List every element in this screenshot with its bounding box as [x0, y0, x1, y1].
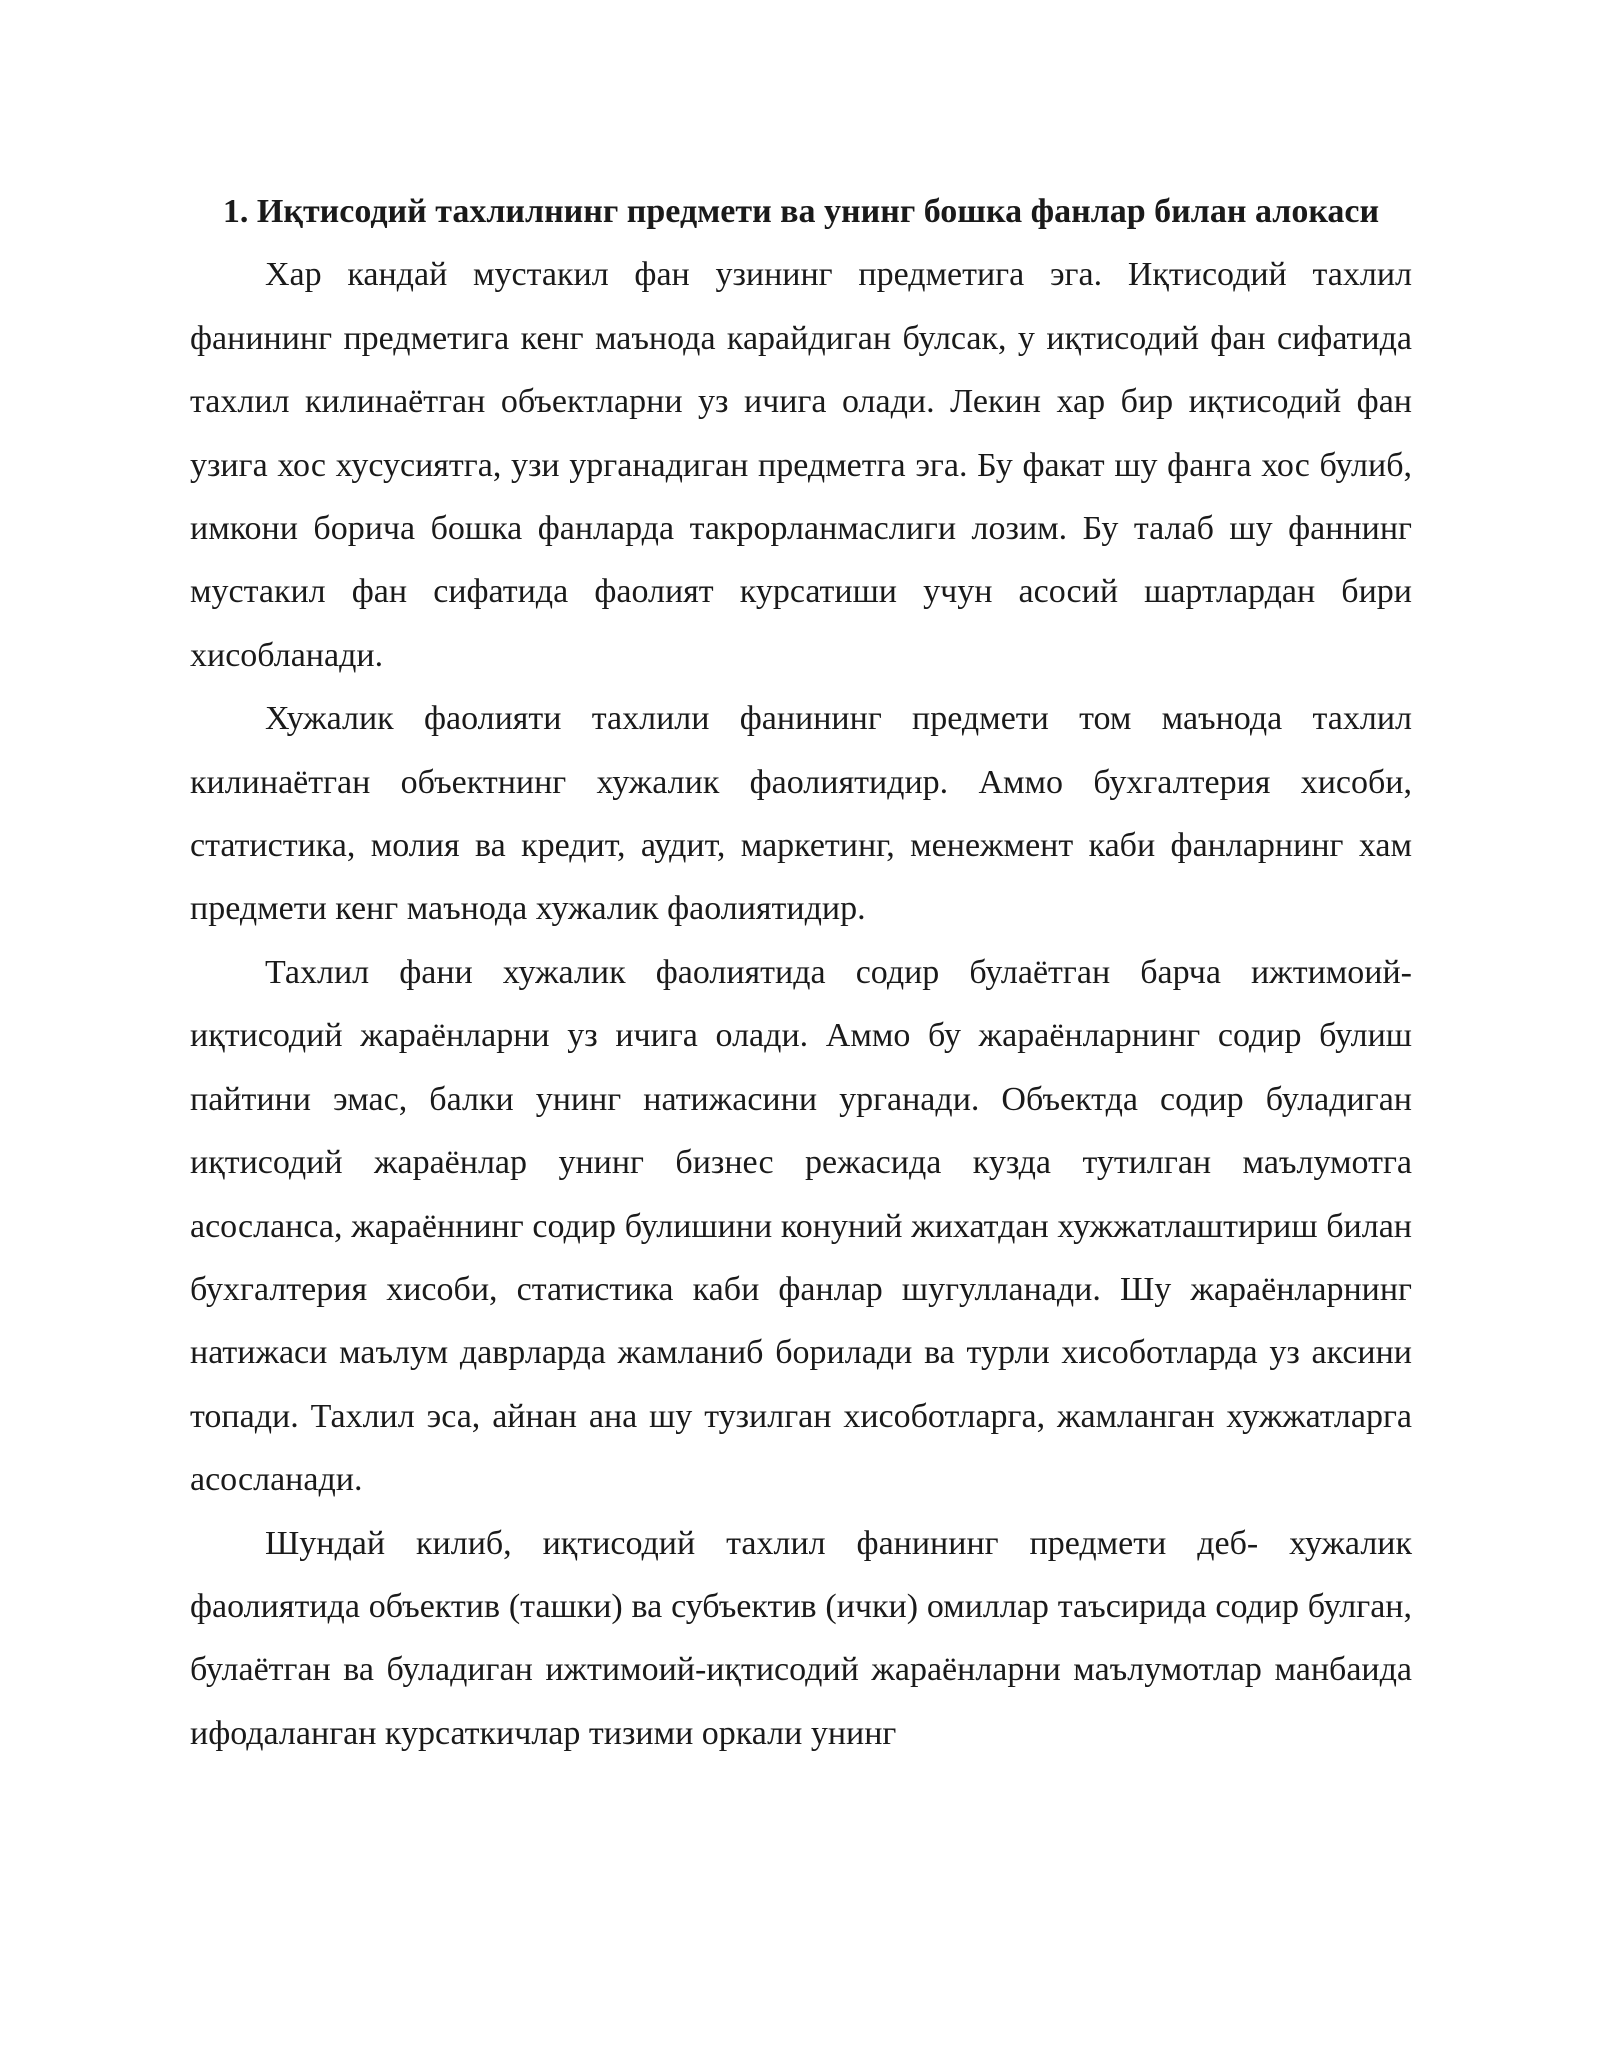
paragraph-3: Тахлил фани хужалик фаолиятида содир булаётган барча ижтимоий-иқтисодий жараёнларни уз ичига олади. Аммо бу жараёнларнинг содир булиш пайтини эмас, балки унинг натижасини урганади. Объектда содир буладиган иқтисодий жараёнлар унинг бизнес режасида кузда тутилган маълумотга асосланса, жараённинг содир булишини конуний жихатдан хужжатлаштириш билан бухгалтерия хисоби, статистика каби фанлар шугулланади. Шу жараёнларнинг натижаси маълум даврларда жамланиб борилади ва турли хисоботларда уз аксини топади. Тахлил эса, айнан ана шу тузилган хисоботларга, жамланган хужжатларга асосланади.	[190, 953, 1412, 1499]
document-body	[190, 180, 1412, 1765]
paragraph-1: Хар кандай мустакил фан узининг предметига эга. Иқтисодий тахлил фанининг предметига кенг маънода карайдиган булсак, у иқтисодий фан сифатида тахлил килинаётган объектларни уз ичига олади. Лекин хар бир иқтисодий фан узига хос хусусиятга, узи урганадиган предметга эга. Бу факат шу фанга хос булиб, имкони борича бошка фанларда такрорланмаслиги лозим. Бу талаб шу фаннинг мустакил фан сифатида фаолият курсатиши учун асосий шартлардан бири хисобланади.	[190, 256, 1412, 674]
paragraph-4: Шундай килиб, иқтисодий тахлил фанининг предмети деб- хужалик фаолиятида объектив (ташки) ва субъектив (ички) омиллар таъсирида содир булган, булаётган ва буладиган ижтимоий-иқтисодий жараёнларни маълумотлар манбаида ифодаланган курсаткичлар тизими оркали унинг	[190, 1524, 1412, 1752]
section-title: 1. Иқтисодий тахлилнинг предмети ва унинг бошка фанлар билан алокаси	[222, 193, 1380, 230]
paragraph-2: Хужалик фаолияти тахлили фанининг предмети том маънода тахлил килинаётган объектнинг хужалик фаолиятидир. Аммо бухгалтерия хисоби, статистика, молия ва кредит, аудит, маркетинг, менежмент каби фанларнинг хам предмети кенг маънода хужалик фаолиятидир.	[190, 700, 1412, 928]
